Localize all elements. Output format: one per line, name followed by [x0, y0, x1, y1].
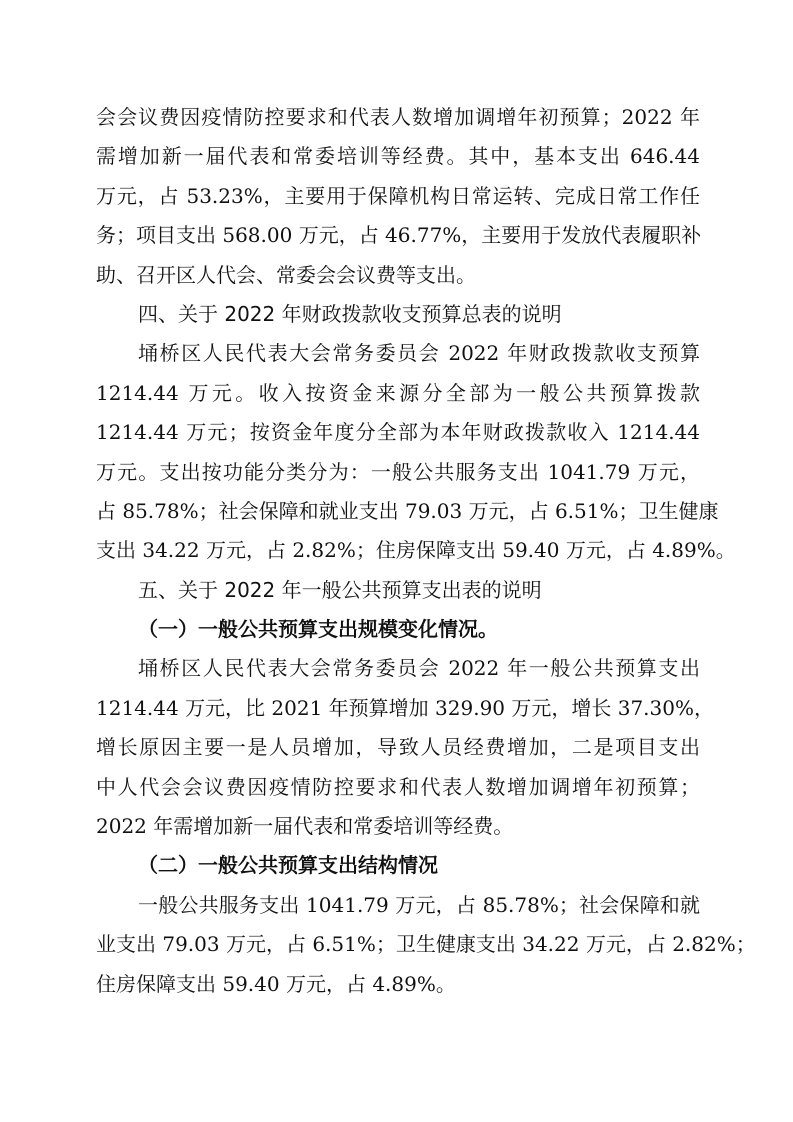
paragraph-line: 中人代会会议费因疫情防控要求和代表人数增加调增年初预算；	[96, 774, 700, 799]
paragraph-line: 住房保障支出 59.40 万元，占 4.89%。	[96, 971, 456, 996]
paragraph-line: 埇桥区人民代表大会常务委员会 2022 年一般公共预算支出	[138, 656, 700, 681]
paragraph-line: 一般公共服务支出 1041.79 万元，占 85.78%；社会保障和就	[138, 892, 700, 917]
paragraph-line: 助、召开区人代会、常委会会议费等支出。	[96, 262, 476, 287]
subsection-heading-1: （一）一般公共预算支出规模变化情况。	[138, 617, 498, 642]
paragraph-line: 需增加新一届代表和常委培训等经费。其中，基本支出 646.44	[96, 144, 700, 169]
subsection-heading-2: （二）一般公共预算支出结构情况	[138, 853, 438, 878]
paragraph-line: 1214.44 万元。收入按资金来源分全部为一般公共预算拨款	[96, 380, 700, 405]
paragraph-line: 万元。支出按功能分类分为：一般公共服务支出 1041.79 万元，	[96, 459, 700, 484]
section-heading-4: 四、关于 2022 年财政拨款收支预算总表的说明	[138, 301, 562, 326]
paragraph-line: 1214.44 万元；按资金年度分全部为本年财政拨款收入 1214.44	[96, 420, 700, 445]
paragraph-line: 会会议费因疫情防控要求和代表人数增加调增年初预算；2022 年	[96, 105, 700, 129]
paragraph-line: 2022 年需增加新一届代表和常委培训等经费。	[96, 814, 514, 839]
document-page	[96, 98, 756, 1004]
paragraph-line: 支出 34.22 万元，占 2.82%；住房保障支出 59.40 万元，占 4.89%。	[96, 538, 736, 563]
paragraph-line: 万元，占 53.23%，主要用于保障机构日常运转、完成日常工作任	[96, 183, 700, 208]
section-heading-5: 五、关于 2022 年一般公共预算支出表的说明	[138, 577, 542, 602]
paragraph-line: 埇桥区人民代表大会常务委员会 2022 年财政拨款收支预算	[138, 341, 700, 366]
paragraph-line: 增长原因主要一是人员增加，导致人员经费增加，二是项目支出	[96, 735, 700, 760]
paragraph-line: 占 85.78%；社会保障和就业支出 79.03 万元，占 6.51%；卫生健康	[96, 498, 719, 523]
paragraph-line: 业支出 79.03 万元，占 6.51%；卫生健康支出 34.22 万元，占 2.82%；	[96, 932, 756, 957]
paragraph-line: 务；项目支出 568.00 万元，占 46.77%，主要用于发放代表履职补	[96, 223, 702, 248]
paragraph-line: 1214.44 万元，比 2021 年预算增加 329.90 万元，增长 37.30%，	[96, 695, 714, 720]
